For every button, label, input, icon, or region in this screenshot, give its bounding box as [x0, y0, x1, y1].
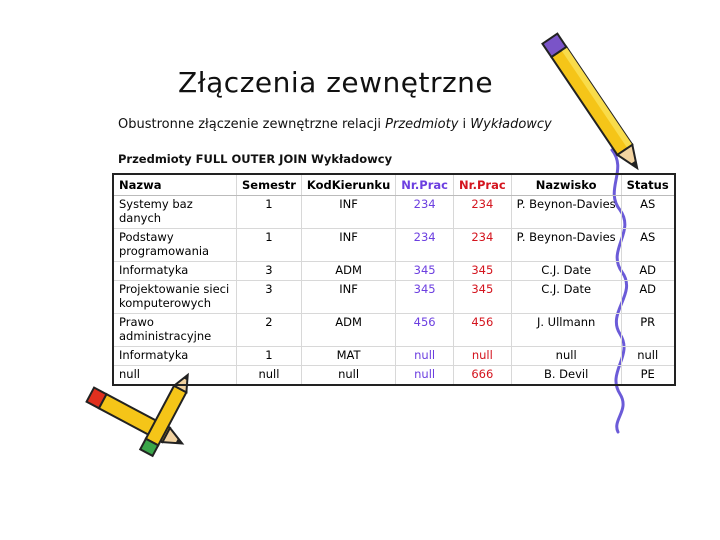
cell-kodkierunku: ADM: [301, 314, 395, 347]
table-row: [113, 347, 675, 366]
table-row: [113, 314, 675, 347]
cell-nazwa: Systemy baz danych: [113, 196, 237, 229]
cell-status: AD: [621, 262, 675, 281]
cell-semestr: 1: [237, 347, 302, 366]
column-header-nrprac-right: Nr.Prac: [453, 174, 511, 196]
cell-nrprac-right: 456: [453, 314, 511, 347]
cell-nrprac-right: null: [453, 347, 511, 366]
cell-kodkierunku: INF: [301, 196, 395, 229]
cell-semestr: 1: [237, 196, 302, 229]
subtitle-conjunction: i: [458, 117, 471, 132]
cell-kodkierunku: INF: [301, 281, 395, 314]
column-header-nazwisko: Nazwisko: [511, 174, 621, 196]
cell-nrprac-left: null: [396, 366, 454, 386]
slide-title: Złączenia zewnętrzne: [178, 66, 494, 99]
cell-nazwa: Prawo administracyjne: [113, 314, 237, 347]
cell-nazwisko: P. Beynon-Davies: [511, 196, 621, 229]
cell-nrprac-left: null: [396, 347, 454, 366]
cell-nrprac-left: 456: [396, 314, 454, 347]
slide-subtitle: [118, 117, 552, 132]
cell-status: null: [621, 347, 675, 366]
table-row: [113, 262, 675, 281]
cell-nrprac-left: 234: [396, 229, 454, 262]
table-row: [113, 229, 675, 262]
column-header-kodkierunku: KodKierunku: [301, 174, 395, 196]
cell-nrprac-right: 345: [453, 281, 511, 314]
cell-nrprac-right: 234: [453, 229, 511, 262]
cell-nazwa: Projektowanie sieci komputerowych: [113, 281, 237, 314]
cell-status: AD: [621, 281, 675, 314]
column-header-semestr: Semestr: [237, 174, 302, 196]
cell-nrprac-right: 345: [453, 262, 511, 281]
cell-semestr: 3: [237, 281, 302, 314]
table-row: [113, 196, 675, 229]
cell-nrprac-left: 234: [396, 196, 454, 229]
cell-nrprac-left: 345: [396, 262, 454, 281]
cell-semestr: 2: [237, 314, 302, 347]
cell-nazwisko: P. Beynon-Davies: [511, 229, 621, 262]
table-row: [113, 366, 675, 386]
subtitle-text: Obustronne złączenie zewnętrzne relacji: [118, 117, 386, 132]
cell-semestr: null: [237, 366, 302, 386]
cell-status: PE: [621, 366, 675, 386]
cell-nazwa: null: [113, 366, 237, 386]
cell-nazwa: Podstawy programowania: [113, 229, 237, 262]
column-header-nrprac-left: Nr.Prac: [396, 174, 454, 196]
cell-status: AS: [621, 196, 675, 229]
cell-nrprac-left: 345: [396, 281, 454, 314]
cell-kodkierunku: MAT: [301, 347, 395, 366]
cell-semestr: 1: [237, 229, 302, 262]
cell-nazwisko: J. Ullmann: [511, 314, 621, 347]
cell-kodkierunku: ADM: [301, 262, 395, 281]
relation-name-wykladowcy: Wykładowcy: [470, 117, 552, 132]
cell-nazwa: Informatyka: [113, 262, 237, 281]
cell-nazwisko: C.J. Date: [511, 281, 621, 314]
table-header-row: [113, 174, 675, 196]
cell-nazwa: Informatyka: [113, 347, 237, 366]
column-header-nazwa: Nazwa: [113, 174, 237, 196]
table-caption: Przedmioty FULL OUTER JOIN Wykładowcy: [118, 152, 393, 166]
relation-name-przedmioty: Przedmioty: [385, 117, 459, 132]
table-row: [113, 281, 675, 314]
cell-semestr: 3: [237, 262, 302, 281]
cell-nazwisko: C.J. Date: [511, 262, 621, 281]
cell-kodkierunku: INF: [301, 229, 395, 262]
pencil-icon-top-right: [542, 34, 644, 173]
cell-nrprac-right: 234: [453, 196, 511, 229]
cell-kodkierunku: null: [301, 366, 395, 386]
cell-status: AS: [621, 229, 675, 262]
cell-nrprac-right: 666: [453, 366, 511, 386]
cell-nazwisko: null: [511, 347, 621, 366]
join-result-table: [112, 173, 676, 386]
cell-status: PR: [621, 314, 675, 347]
cell-nazwisko: B. Devil: [511, 366, 621, 386]
column-header-status: Status: [621, 174, 675, 196]
